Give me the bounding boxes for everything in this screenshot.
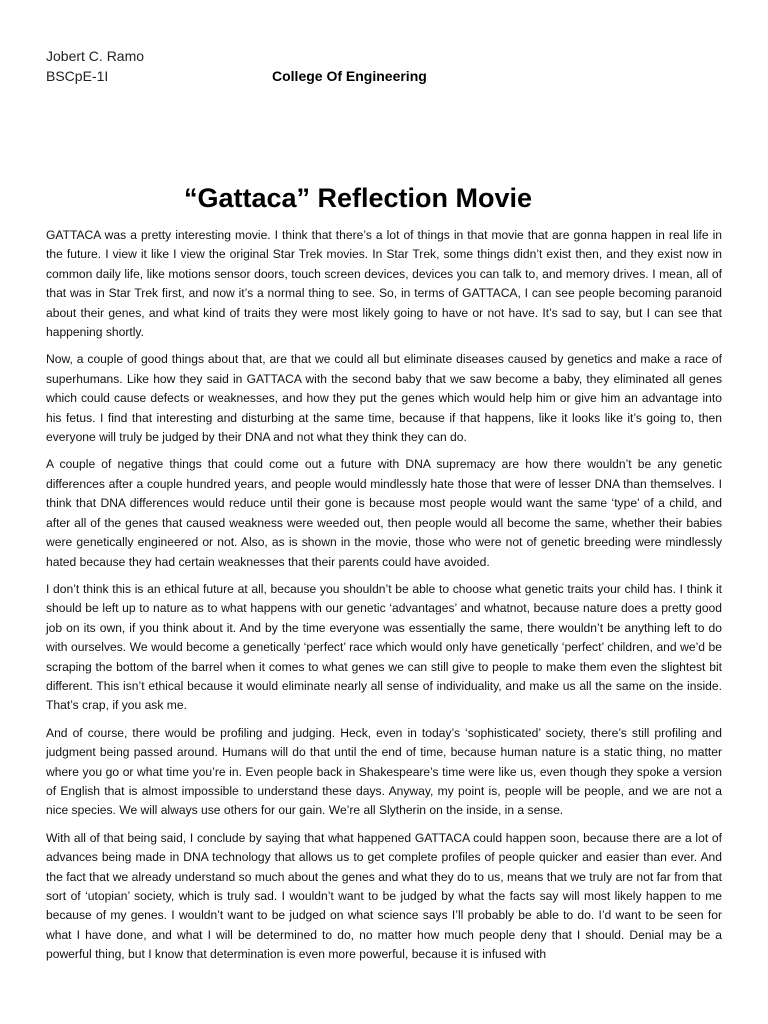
paragraph-3: A couple of negative things that could come out a future with DNA supremacy are how there wouldn’t be any genetic differences after a couple hundred years, and people would mindlessly hate those that were of lesser DNA than themselves. I think that DNA differences would reduce until their gone is because most people would want the same ‘type’ of a child, and after all of the genes that caused weakness were weeded out, then people would all become the same, whether their babies were genetically engineered or not. Also, as is shown in the movie, those who were not of genetic breeding were mindlessly hated because they had certain weaknesses that their parents could have avoided. [46,457,722,569]
paragraph-4: I don’t think this is an ethical future at all, because you shouldn’t be able to choose what genetic traits your child has. I think it should be left up to nature as to what happens with our genetic ‘advantages’ and whatnot, because nature does a pretty good job on its own, if you think about it. And by the time everyone was essentially the same, there wouldn’t be anything left to do with ourselves. We would become a genetically ‘perfect’ race which would only have genetically ‘perfect’ children, and we’d be scraping the bottom of the barrel when it comes to what genes we can still give to people to make them even the slightest bit different. This isn’t ethical because it would eliminate nearly all sense of individuality, and make us all the same on the inside. That’s crap, if you ask me. [46,581,722,713]
author-name: Jobert C. Ramo [46,48,145,64]
document-body [46,226,722,973]
paragraph-6: With all of that being said, I conclude by saying that what happened GATTACA could happen soon, because there are a lot of advances being made in DNA technology that allows us to get complete profiles of people quicker and easier than ever. And the fact that we already understand so much about the genes and what they do to us, means that we truly are not far from that sort of ‘utopian’ society, which is truly sad. I wouldn’t want to be judged by what the facts say will most likely happen to me because of my genes. I wouldn’t want to be judged on what science says I’ll probably be able to do. I’d want to be seen for what I have done, and what I will be determined to do, no matter how much people deny that I should. Denial may be a powerful thing, but I know that determination is even more powerful, because it is infused with [46,830,722,962]
paragraph-2: Now, a couple of good things about that, are that we could all but eliminate diseases caused by genetics and make a race of superhumans. Like how they said in GATTACA with the second baby that we saw become a baby, they eliminated all genes which could cause defects or weaknesses, and how they put the genes which would help him or give him an advantage into his fetus. I find that interesting and disturbing at the same time, because if that happens, like it looks like it’s going to, then everyone will truly be judged by their DNA and not what they think they can do. [46,352,722,445]
document-header [46,46,427,86]
document-title: “Gattaca” Reflection Movie [183,183,533,213]
college-name: College Of Engineering [272,68,427,84]
course-code: BSCpE-1I [46,68,109,84]
paragraph-5: And of course, there would be profiling and judging. Heck, even in today’s ‘sophisticated’ society, there’s still profiling and judgment being passed around. Humans will do that until the end of time, because human nature is a static thing, no matter where you go or what time you’re in. Even people back in Shakespeare’s time were like us, even though they spoke a version of English that is almost impossible to understand these days. Anyway, my point is, people will be people, and we are not a nice species. We will always use others for our gain. We’re all Slytherin on the inside, in a sense. [46,725,722,818]
paragraph-1: GATTACA was a pretty interesting movie. I think that there’s a lot of things in that movie that are gonna happen in real life in the future. I view it like I view the original Star Trek movies. In Star Trek, some things didn’t exist then, and they exist now in common daily life, like motions sensor doors, touch screen devices, devices you can talk to, and memory drives. I mean, all of that was in Star Trek first, and now it’s a normal thing to see. So, in terms of GATTACA, I can see people becoming paranoid about their genes, and what kind of traits they were most likely going to have or not have. It’s sad to say, but I can see that happening shortly. [46,228,722,340]
